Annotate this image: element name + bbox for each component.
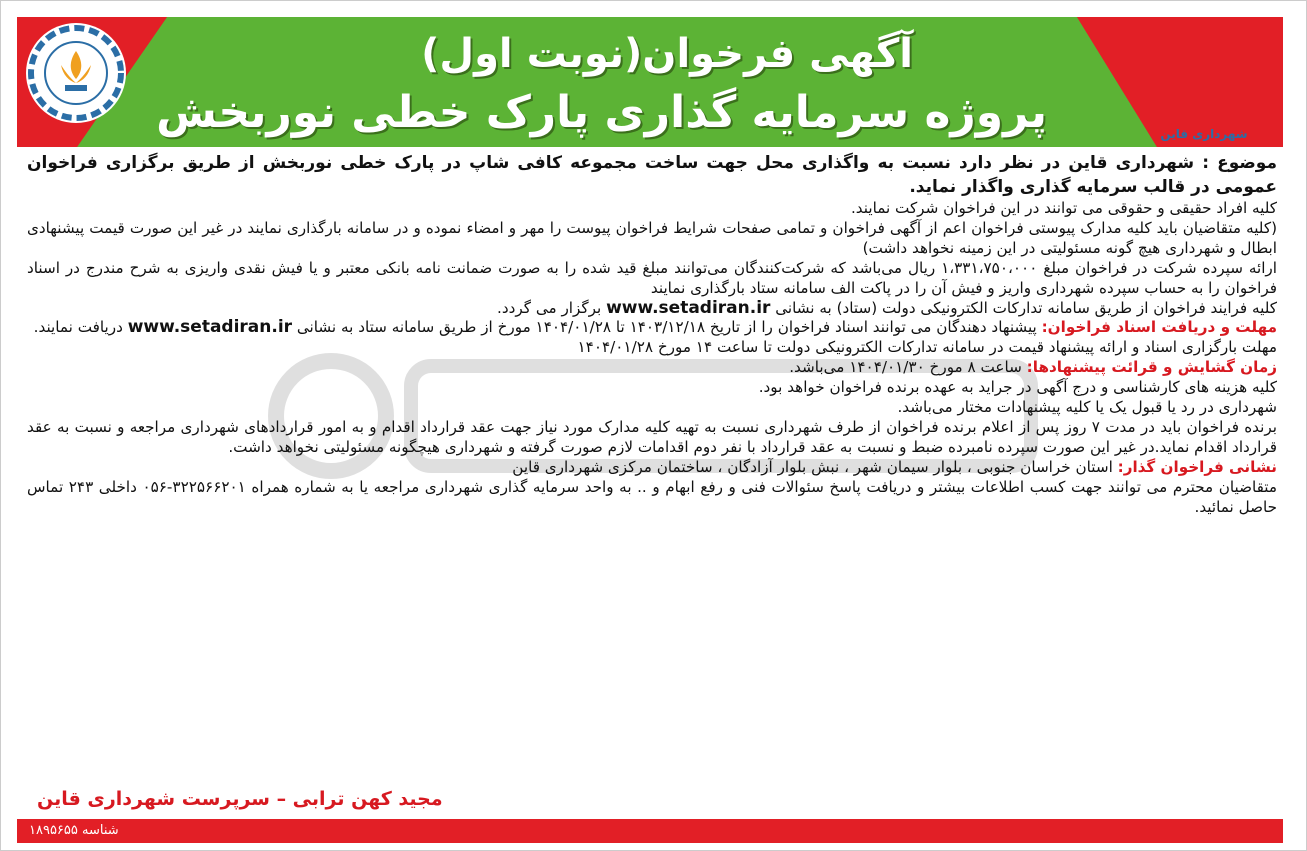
subject-paragraph: موضوع : شهرداری قاین در نظر دارد نسبت به واگذاری محل جهت ساخت مجموعه کافی شاپ در پارک خطی نوربخش از طریق برگزاری فراخوان عمومی در قالب سرمایه گذاری واگذار نماید. (27, 153, 1277, 197)
process-paragraph (27, 299, 1277, 319)
ad-id: شناسه ۱۸۹۵۶۵۵ (29, 823, 119, 838)
setad-link[interactable]: www.setadiran.ir (606, 297, 771, 318)
deadline-paragraph (27, 318, 1277, 338)
setad-link-2[interactable]: www.setadiran.ir (127, 317, 293, 338)
documents-paragraph: (کلیه متقاضیان باید کلیه مدارک پیوستی فراخوان اعم از آگهی فراخوان و تمامی صفحات شرایط فراخوان پیوست را مهر و امضاء نموده و در سامانه بارگذاری نمایند در غیر این صورت قیمت پیشنهادی ابطال و شهرداری هیچ گونه مسئولیتی در این زمینه نخواهد داشت) (27, 218, 1277, 257)
costs-paragraph: کلیه هزینه های کارشناسی و درج آگهی در جراید به عهده برنده فراخوان خواهد بود. (758, 378, 1277, 397)
winner-paragraph: برنده فراخوان باید در مدت ۷ روز پس از اعلام برنده فراخوان از طرف شهرداری نسبت به تهیه کلیه مدارک مورد نیاز جهت عقد قرارداد اقدام و به امور قراردادهای شهرداری مراجعه و نسبت به عقد قرارداد اقدام نماید.در غیر این صورت سپرده نامبرده ضبط و نسبت به عقد قرارداد با نفر دوم اقدامات لازم صورت گرفته و شهرداری هیچگونه مسئولیتی نخواهد داشت. (27, 417, 1277, 456)
address-label: نشانی فراخوان گذار: (1117, 457, 1277, 476)
process-text: کلیه فرایند فراخوان از طریق سامانه تدارکات الکترونیکی دولت (ستاد) به نشانی (775, 298, 1277, 317)
ad-body (27, 151, 1277, 518)
contact-paragraph: متقاضیان محترم می توانند جهت کسب اطلاعات بیشتر و دریافت پاسخ سئوالات فنی و رفع ابهام و .. به واحد سرمایه گذاری شهرداری مراجعه یا به شماره همراه ۳۲۲۵۶۶۲۰۱-۰۵۶ داخلی ۲۴۳ تماس حاصل نمائید. (27, 477, 1278, 516)
project-title: پروژه سرمایه گذاری پارک خطی نوربخش (156, 87, 1047, 138)
eligibility-paragraph: کلیه افراد حقیقی و حقوقی می توانند در این فراخوان شرکت نمایند. (850, 199, 1277, 217)
process-end: برگزار می گردد. (497, 298, 602, 317)
deadline-end: دریافت نمایند. (33, 318, 123, 337)
header-banner (17, 17, 1283, 147)
opening-paragraph (27, 358, 1277, 378)
logo-caption: شهرداری قاین (1160, 127, 1248, 141)
address-text: استان خراسان جنوبی ، بلوار سیمان شهر ، نبش بلوار آزادگان ، ساختمان مرکزی شهرداری قاین (512, 457, 1113, 476)
signature: مجید کهن ترابی – سرپرست شهرداری قاین (37, 788, 443, 810)
rights-paragraph: شهرداری در رد یا قبول یک یا کلیه پیشنهادات مختار می‌باشد. (897, 398, 1277, 417)
deadline-label: مهلت و دریافت اسناد فراخوان: (1041, 318, 1277, 337)
address-paragraph (27, 458, 1277, 478)
municipality-logo-icon (17, 17, 135, 139)
upload-deadline-paragraph: مهلت بارگزاری اسناد و ارائه پیشنهاد قیمت در سامانه تدارکات الکترونیکی دولت تا ساعت ۱۴ مورخ ۱۴۰۴/۰۱/۲۸ (577, 338, 1277, 357)
footer-bar (17, 819, 1283, 843)
opening-label: زمان گشایش و قرائت پیشنهادها: (1026, 358, 1277, 377)
deposit-paragraph: ارائه سپرده شرکت در فراخوان مبلغ ۱،۳۳۱،۷۵۰،۰۰۰ ریال می‌باشد که شرکت‌کنندگان می‌توانند مبلغ قید شده را به صورت ضمانت نامه بانکی معتبر و یا فیش نقدی واریزی به شرح مندرج در اسناد فراخوان را به حساب سپرده شهرداری واریز و فیش آن را در پاکت الف سامانه ستاد بارگذاری نمایند (27, 258, 1277, 297)
ad-title: آگهی فرخوان(نوبت اول) (421, 31, 913, 77)
opening-text: ساعت ۸ مورخ ۱۴۰۴/۰۱/۳۰ می‌باشد. (789, 358, 1022, 377)
deadline-text: پیشنهاد دهندگان می توانند اسناد فراخوان را از تاریخ ۱۴۰۳/۱۲/۱۸ تا ۱۴۰۴/۰۱/۲۸ مورخ از طریق سامانه ستاد به نشانی (296, 318, 1037, 337)
